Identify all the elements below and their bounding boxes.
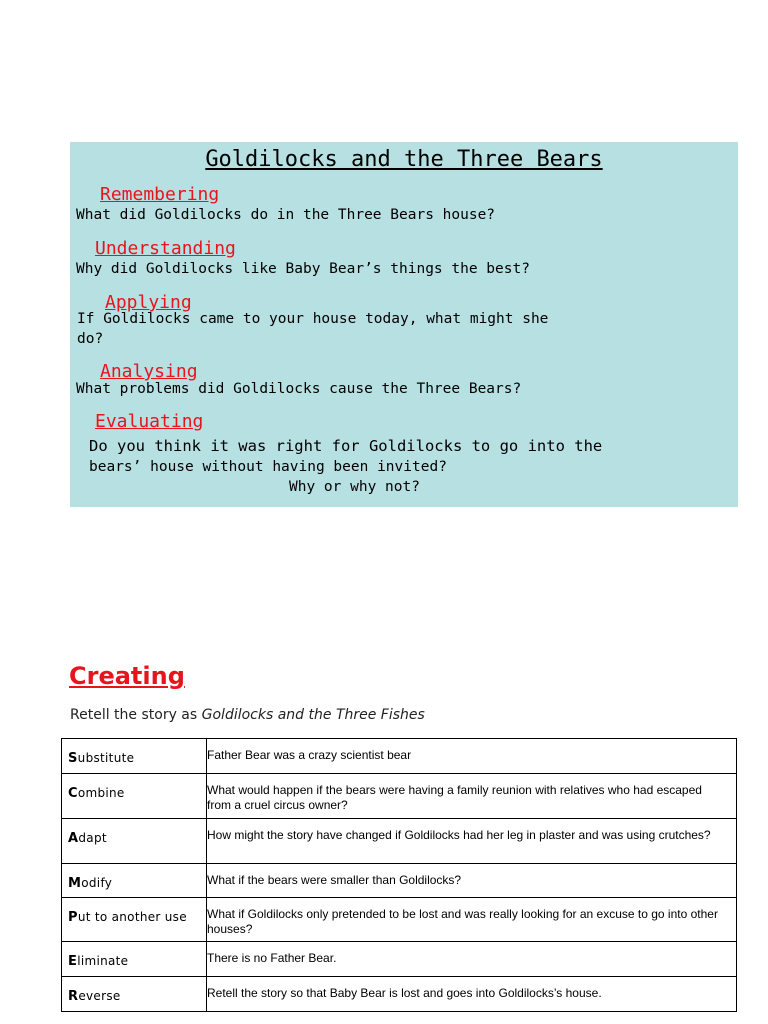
- scamper-term-rest: odify: [81, 876, 113, 890]
- scamper-prompt: What would happen if the bears were having a family reunion with relatives who had escaped from a cruel circus owner?: [207, 774, 737, 819]
- scamper-term-rest: dapt: [78, 831, 107, 845]
- heading-understanding: Understanding: [95, 238, 236, 259]
- question-understanding: Why did Goldilocks like Baby Bear’s things the best?: [76, 261, 530, 277]
- question-evaluating-line3: Why or why not?: [289, 479, 420, 495]
- creating-heading: Creating: [69, 662, 185, 690]
- scamper-prompt: What if Goldilocks only pretended to be lost and was really looking for an excuse to go into other houses?: [207, 898, 737, 942]
- question-applying-line2: do?: [77, 331, 104, 347]
- scamper-initial: C: [68, 786, 78, 801]
- scamper-initial: M: [68, 876, 82, 891]
- scamper-term: [62, 739, 207, 774]
- scamper-term: [62, 898, 207, 942]
- scamper-initial: S: [68, 751, 78, 766]
- table-row: [62, 819, 737, 864]
- table-row: [62, 898, 737, 942]
- scamper-term: [62, 864, 207, 898]
- scamper-term-rest: everse: [78, 989, 121, 1003]
- question-applying-line1: If Goldilocks came to your house today, what might she: [77, 311, 549, 327]
- heading-remembering: Remembering: [100, 184, 220, 205]
- scamper-term: [62, 774, 207, 819]
- scamper-initial: P: [68, 910, 78, 925]
- table-row: [62, 977, 737, 1012]
- heading-evaluating: Evaluating: [95, 411, 204, 432]
- scamper-initial: R: [68, 989, 79, 1004]
- retell-instruction: [70, 707, 425, 723]
- scamper-term: [62, 977, 207, 1012]
- scamper-term: [62, 819, 207, 864]
- scamper-initial: E: [68, 954, 78, 969]
- table-row: [62, 864, 737, 898]
- scamper-term-rest: liminate: [77, 954, 129, 968]
- scamper-prompt: Retell the story so that Baby Bear is lost and goes into Goldilocks’s house.: [207, 977, 737, 1012]
- scamper-prompt: How might the story have changed if Goldilocks had her leg in plaster and was using crutches?: [207, 819, 737, 864]
- retell-prefix: Retell the story as: [70, 707, 202, 723]
- panel-title: Goldilocks and the Three Bears: [205, 147, 603, 172]
- question-evaluating-line1: Do you think it was right for Goldilocks to go into the: [89, 437, 603, 455]
- scamper-table: [61, 738, 737, 1012]
- scamper-term: [62, 942, 207, 977]
- scamper-term-rest: ombine: [77, 786, 125, 800]
- scamper-prompt: What if the bears were smaller than Goldilocks?: [207, 864, 737, 898]
- table-row: [62, 739, 737, 774]
- scamper-prompt: There is no Father Bear.: [207, 942, 737, 977]
- heading-applying: Applying: [105, 292, 192, 313]
- question-remembering: What did Goldilocks do in the Three Bears house?: [76, 207, 496, 223]
- blooms-questions-panel: [70, 142, 738, 507]
- question-analysing: What problems did Goldilocks cause the Three Bears?: [76, 381, 522, 397]
- retell-story-title: Goldilocks and the Three Fishes: [201, 707, 425, 723]
- table-row: [62, 774, 737, 819]
- table-row: [62, 942, 737, 977]
- question-evaluating-line2: bears’ house without having been invited?: [89, 459, 447, 475]
- scamper-prompt: Father Bear was a crazy scientist bear: [207, 739, 737, 774]
- scamper-term-rest: ubstitute: [77, 751, 135, 765]
- scamper-initial: A: [68, 831, 79, 846]
- scamper-term-rest: ut to another use: [77, 910, 187, 924]
- heading-analysing: Analysing: [100, 361, 198, 382]
